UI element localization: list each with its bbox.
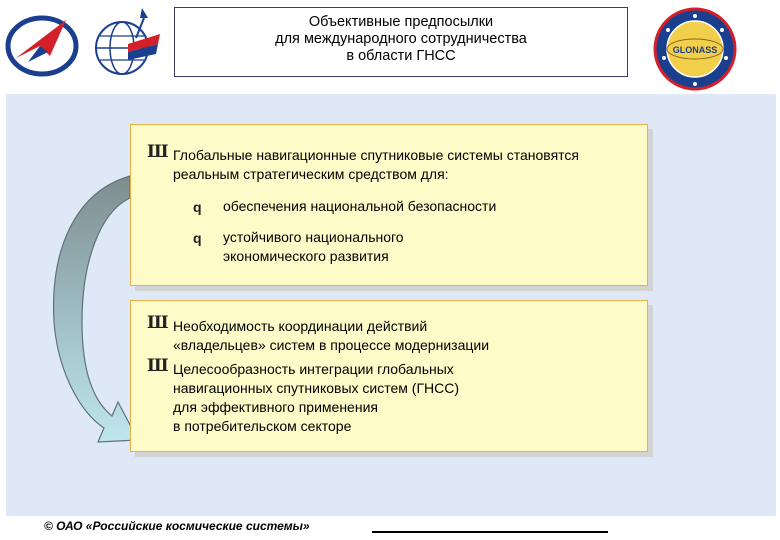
- card-coordination: [130, 300, 648, 452]
- bullet-marker: Ш: [147, 313, 169, 333]
- bullet-text-integration: Целесообразность интеграции глобальных навигационных спутниковых систем (ГНСС) для эффективного применения в потребительском секторе: [173, 361, 460, 434]
- curved-arrow-icon: [44, 172, 140, 462]
- footer-copyright: © ОАО «Российские космические системы»: [44, 519, 310, 533]
- roscosmos-logo: [4, 6, 80, 82]
- emblem-text: GLONASS: [672, 45, 718, 55]
- bullet-marker: Ш: [147, 142, 169, 162]
- glonass-emblem: [652, 6, 738, 92]
- title-line-2: для международного сотрудничества: [275, 31, 527, 47]
- subitem-security: обеспечения национальной безопасности: [223, 198, 497, 214]
- bullet-text-global: Глобальные навигационные спутниковые системы становятся реальным стратегическим средством для:: [173, 147, 579, 182]
- globe-logo: [84, 4, 164, 84]
- subitem-economy: устойчивого национального экономического развития: [223, 229, 404, 264]
- title-line-1: Объективные предпосылки: [308, 14, 494, 30]
- card-global-navigation: [130, 124, 648, 286]
- bullet-marker: Ш: [147, 356, 169, 376]
- slide-title: [174, 7, 628, 77]
- subbullet-marker: q: [193, 230, 202, 246]
- bullet-text-coordination: Необходимость координации действий «владельцев» систем в процессе модернизации: [173, 318, 490, 353]
- footer-rule: [372, 531, 608, 533]
- subbullet-marker: q: [193, 199, 202, 215]
- title-line-3: в области ГНСС: [346, 48, 456, 64]
